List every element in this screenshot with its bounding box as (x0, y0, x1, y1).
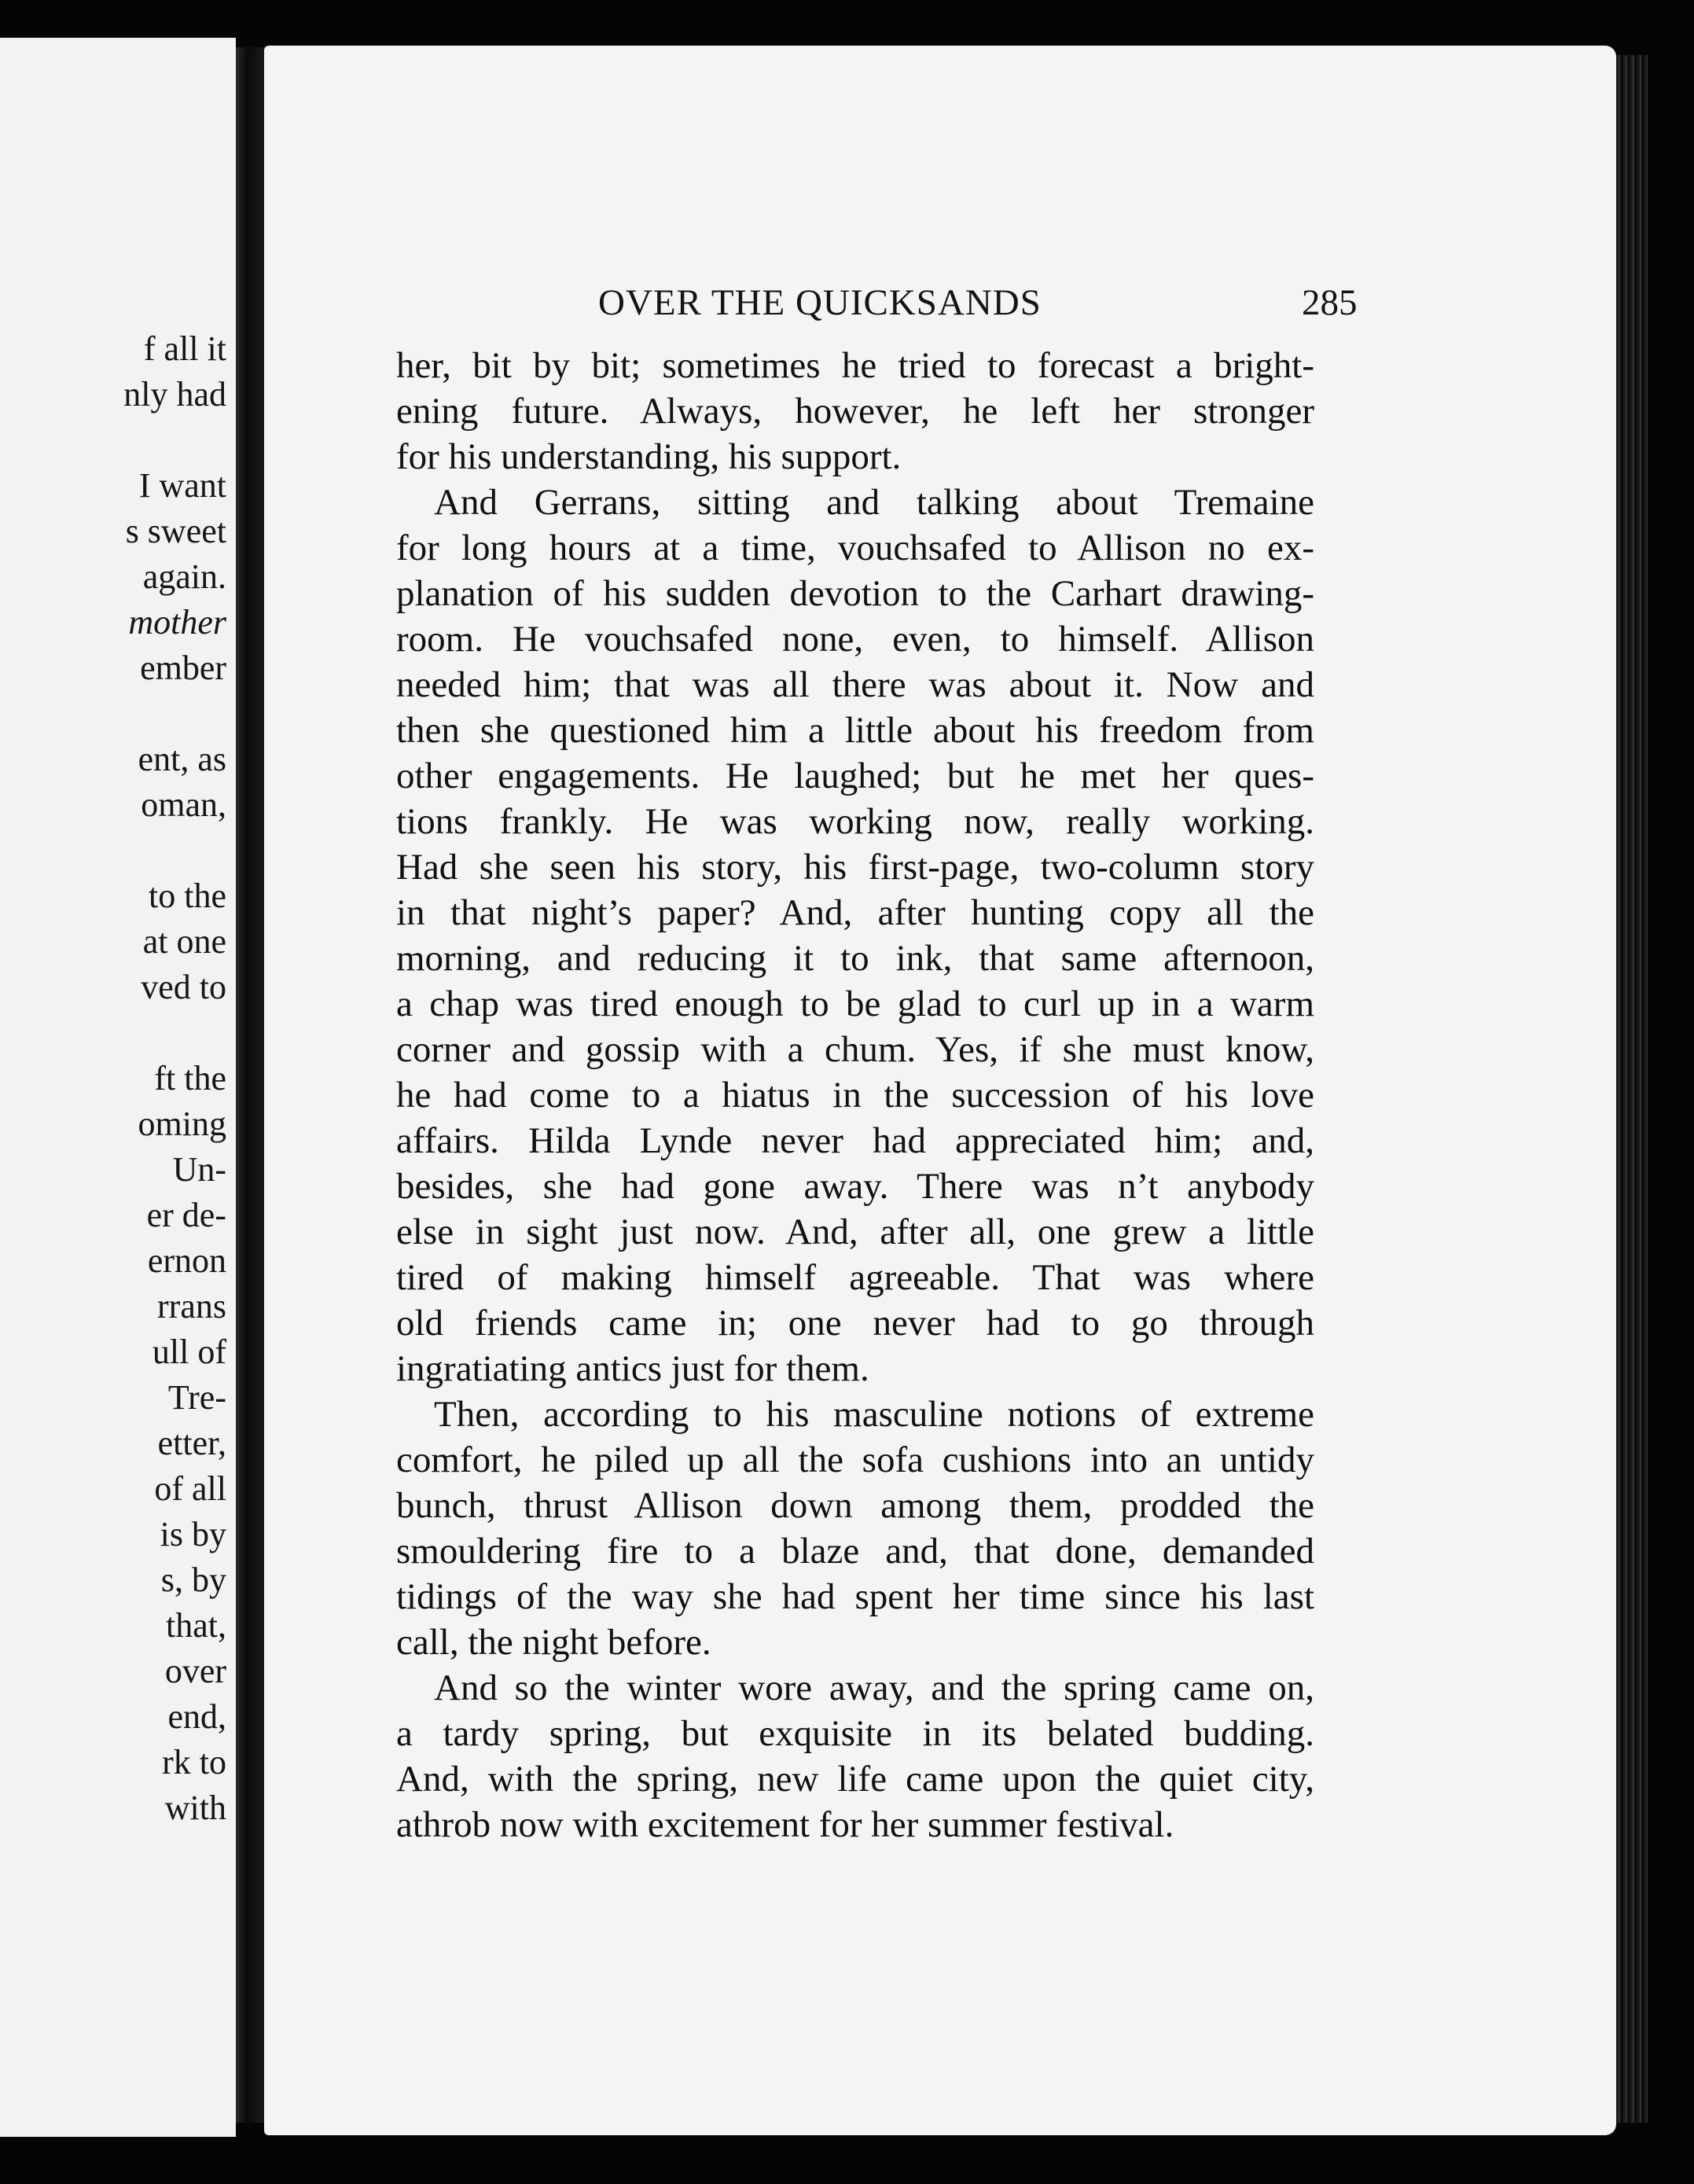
body-line: smouldering fire to a blaze and, that done, demanded (396, 1531, 1314, 1572)
body-line: for long hours at a time, vouchsafed to Allison no ex- (396, 528, 1314, 568)
body-line: tions frankly. He was working now, really working. (396, 801, 1314, 842)
running-head (264, 281, 1616, 329)
body-line: room. He vouchsafed none, even, to himself. Allison (396, 619, 1314, 660)
body-line: comfort, he piled up all the sofa cushions into an untidy (396, 1439, 1314, 1480)
left-page-line: ved to (141, 968, 226, 1006)
body-line: besides, she had gone away. There was n’t anybody (396, 1166, 1314, 1207)
body-line: And Gerrans, sitting and talking about Tremaine (434, 482, 1314, 523)
body-line: her, bit by bit; sometimes he tried to forecast a bright- (396, 345, 1314, 386)
body-line: old friends came in; one never had to go through (396, 1303, 1314, 1344)
left-page-line: ull of (152, 1333, 226, 1371)
left-page-line: oman, (141, 785, 226, 824)
body-line: bunch, thrust Allison down among them, prodded the (396, 1485, 1314, 1526)
left-page-line: ft the (154, 1059, 226, 1098)
body-line: in that night’s paper? And, after hunting copy all the (396, 892, 1314, 933)
left-page (0, 38, 236, 2137)
body-line: And so the winter wore away, and the spring came on, (434, 1667, 1314, 1708)
left-page-line: end, (167, 1697, 226, 1736)
left-page-line: er de- (146, 1196, 226, 1234)
left-page-line: rk to (162, 1743, 226, 1781)
left-page-line: over (164, 1652, 226, 1690)
body-line: ingratiating antics just for them. (396, 1348, 869, 1389)
body-line: other engagements. He laughed; but he met her ques- (396, 756, 1314, 796)
body-line: tidings of the way she had spent her time since his last (396, 1576, 1314, 1617)
right-page (264, 46, 1616, 2135)
left-page-line: again. (142, 557, 226, 596)
left-page-line: ernon (147, 1241, 226, 1280)
left-page-line: rrans (157, 1287, 226, 1325)
page-edge (1616, 55, 1648, 2123)
left-page-line: s sweet (125, 512, 226, 550)
running-title: OVER THE QUICKSANDS (598, 282, 1042, 323)
left-page-line: f all it (143, 329, 226, 368)
body-line: for his understanding, his support. (396, 436, 902, 477)
left-page-line: with (164, 1789, 226, 1827)
body-line: planation of his sudden devotion to the Carhart drawing- (396, 573, 1314, 614)
left-page-line: oming (138, 1105, 226, 1143)
body-line: And, with the spring, new life came upon the quiet city, (396, 1759, 1314, 1800)
body-line: then she questioned him a little about his freedom from (396, 710, 1314, 751)
body-line: tired of making himself agreeable. That was where (396, 1257, 1314, 1298)
left-page-line: Un- (172, 1150, 226, 1189)
body-line: call, the night before. (396, 1622, 711, 1663)
body-line: morning, and reducing it to ink, that same afternoon, (396, 938, 1314, 979)
body-line: corner and gossip with a chum. Yes, if she must know, (396, 1029, 1314, 1070)
left-page-line: mother (128, 603, 226, 642)
body-line: a chap was tired enough to be glad to curl up in a warm (396, 984, 1314, 1024)
left-page-line: is by (160, 1515, 226, 1553)
page-number: 285 (1302, 282, 1358, 323)
body-line: Had she seen his story, his first-page, two-column story (396, 847, 1314, 888)
left-page-line: ember (140, 649, 226, 687)
left-page-line: ent, as (138, 740, 226, 778)
left-page-line: s, by (160, 1561, 226, 1599)
left-page-line: at one (142, 922, 226, 961)
body-line: affairs. Hilda Lynde never had appreciated him; and, (396, 1120, 1314, 1161)
body-line: he had come to a hiatus in the succession of his love (396, 1075, 1314, 1116)
left-page-line: I want (138, 466, 226, 505)
left-page-line: that, (166, 1606, 226, 1645)
left-page-line: to the (149, 877, 226, 915)
left-page-line: Tre- (167, 1378, 226, 1417)
body-line: Then, according to his masculine notions of extreme (434, 1394, 1314, 1435)
left-page-line: of all (154, 1469, 226, 1508)
left-page-line: nly had (123, 375, 226, 414)
body-line: athrob now with excitement for her summer festival. (396, 1804, 1174, 1845)
body-line: a tardy spring, but exquisite in its belated budding. (396, 1713, 1314, 1754)
body-line: needed him; that was all there was about it. Now and (396, 664, 1314, 705)
book-gutter (236, 47, 264, 2123)
left-page-line: etter, (157, 1424, 226, 1462)
body-line: ening future. Always, however, he left her stronger (396, 391, 1314, 432)
body-line: else in sight just now. And, after all, one grew a little (396, 1211, 1314, 1252)
